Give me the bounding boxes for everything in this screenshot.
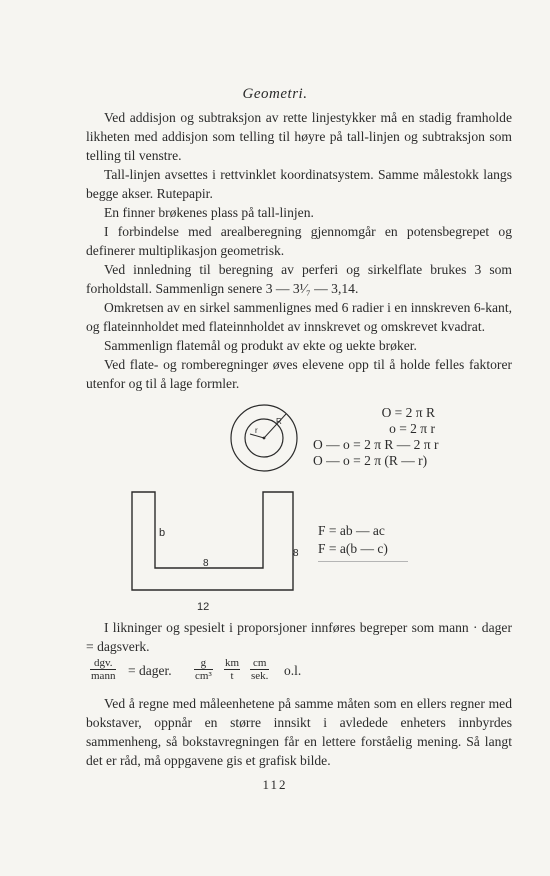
label-right: 8 [293,548,299,559]
paragraph: Ved innledning til beregning av perferi og sirkelflate brukes 3 som forholdstall. Sammenlign senere 3 — 3¹⁄₇ — 3,14. [86,262,512,296]
formula-line: F = ab — ac [318,523,385,538]
unit-examples [90,654,390,690]
formula-line: O — o = 2 π R — 2 π r [313,437,439,452]
u-shape-figure [125,486,305,616]
fraction: dgv. mann [91,657,116,682]
label-width: 12 [197,601,210,613]
paragraph: Ved å regne med måleenhetene på samme måten som en ellers regner med bokstaver, oppnår en større innsikt i avledede enheters innbyrdes sammenheng, så bokstavregningen får en lettere forståelig mening. Så langt det er råd, må oppgavene gis et grafisk bilde. [86,696,512,768]
fraction: $\frac{g}{\text{cm³}}$ [195,657,212,682]
inner-radius-label: r [255,426,258,435]
unit-tail: o.l. [284,663,302,678]
paragraph: I forbindelse med arealberegning gjennomgår en potensbegrepet og definerer multiplikasjon geometrisk. [86,224,512,258]
fraction: cm sek. [251,657,269,682]
fraction: $\frac{km}{t}$ [225,657,240,682]
paragraph: I likninger og spesielt i proporsjoner innføres begreper som mann · dager = dagsverk. [86,620,512,654]
formula-line: O — o = 2 π (R — r) [313,453,428,468]
paragraph: Ved addisjon og subtraksjon av rette linjestykker må en stadig framholde likheten med addisjon som telling til høyre på tall-linjen og subtraksjon som telling til venstre. [86,110,512,163]
label-b: b [159,527,166,539]
paragraph: Tall-linjen avsettes i rettvinklet koordinatsystem. Samme målestokk langs begge akser. Rutepapir. [86,167,512,201]
middle-text [86,618,512,656]
outer-radius-label: R [276,417,282,426]
formula-line: o = 2 π r [389,421,435,436]
label-inner-bottom: 8 [203,558,209,569]
paragraph: Omkretsen av en sirkel sammenlignes med 6 radier i en innskreven 6-kant, og flateinnholdet med flateinnholdet av innskrevet og omskrevet kvadrat. [86,300,512,334]
page-header: Geometri. [242,86,308,102]
formula-line: O = 2 π R [381,405,435,420]
top-text [86,108,512,393]
paragraph: Sammenlign flatemål og produkt av ekte og uekte brøker. [104,338,417,353]
formula-line: F = a(b — c) [318,541,388,556]
area-formulas [318,522,408,562]
center-point [263,437,266,440]
circle-formulas [313,405,463,469]
paragraph: En finner brøkenes plass på tall-linjen. [104,205,314,220]
u-shape-outline [132,492,293,590]
bottom-text [86,694,512,770]
equation-text: = dager. [128,663,172,678]
circle-figure [228,402,300,474]
paragraph: Ved flate- og romberegninger øves elevene opp til å holde felles faktorer utenfor og til å lage formler. [86,357,512,391]
page-number: 112 [262,777,288,792]
